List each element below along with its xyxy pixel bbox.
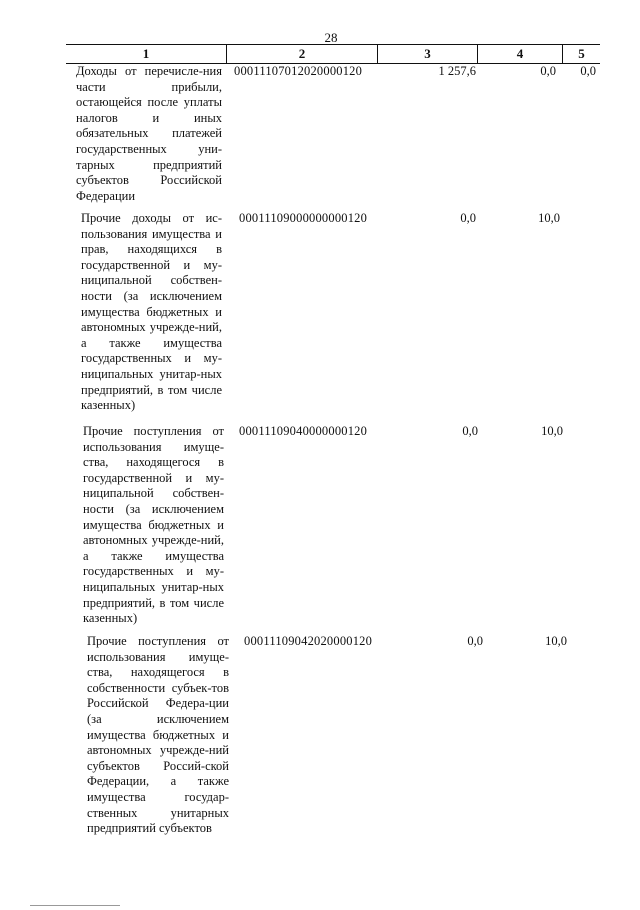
header-col-3: 3: [378, 45, 478, 63]
header-col-1: 1: [66, 45, 227, 63]
row-description: Прочие поступления от использования имуще-ства, находящегося в государственной и му-ниципальной собствен-ности (за исключением имущества бюджетных и автономных учрежде-ний, а также имущества государственных и му-ниципальных унитар-ных предприятий, в том числе казенных): [83, 424, 224, 626]
table-header: [66, 44, 600, 64]
header-col-4: 4: [478, 45, 563, 63]
row-col3-value: 0,0: [460, 211, 476, 225]
row-code: 00011109040000000120: [239, 424, 368, 438]
header-col-5: 5: [578, 46, 585, 61]
row-description: Прочие поступления от использования имуще-ства, находящегося в собственности субъек-тов Российской Федера-ции (за исключением имущества бюджетных и автономных учрежде-ний субъектов Россий-ской Федерации, а также имущества государ-ственных унитарных предприятий субъектов: [87, 634, 229, 836]
row-description: Доходы от перечисле-ния части прибыли, остающейся после уплаты налогов и иных обязательных платежей государственных уни-тарных предприятий субъектов Российской Федерации: [76, 64, 222, 203]
scan-edge-line: [30, 905, 120, 906]
row-col3-value: 0,0: [462, 424, 478, 438]
row-col4-value: 10,0: [538, 211, 560, 225]
row-col5-value: 0,0: [580, 64, 596, 78]
row-code: 00011109042020000120: [244, 634, 373, 648]
row-col4-value: 0,0: [540, 64, 556, 78]
row-col3-value: 0,0: [467, 634, 483, 648]
row-code: 00011107012020000120: [234, 64, 363, 78]
page-number: 28: [324, 30, 338, 45]
header-col-2: 2: [227, 45, 378, 63]
row-col3-value: 1 257,6: [438, 64, 476, 78]
row-code: 00011109000000000120: [239, 211, 368, 225]
row-col4-value: 10,0: [545, 634, 567, 648]
row-description: Прочие доходы от ис-пользования имущества и прав, находящихся в государственной и му-ниципальной собствен-ности (за исключением имущества бюджетных и автономных учрежде-ний, а также имущества государственных и му-ниципальных унитар-ных предприятий, в том числе казенных): [81, 211, 222, 413]
row-col4-value: 10,0: [541, 424, 563, 438]
